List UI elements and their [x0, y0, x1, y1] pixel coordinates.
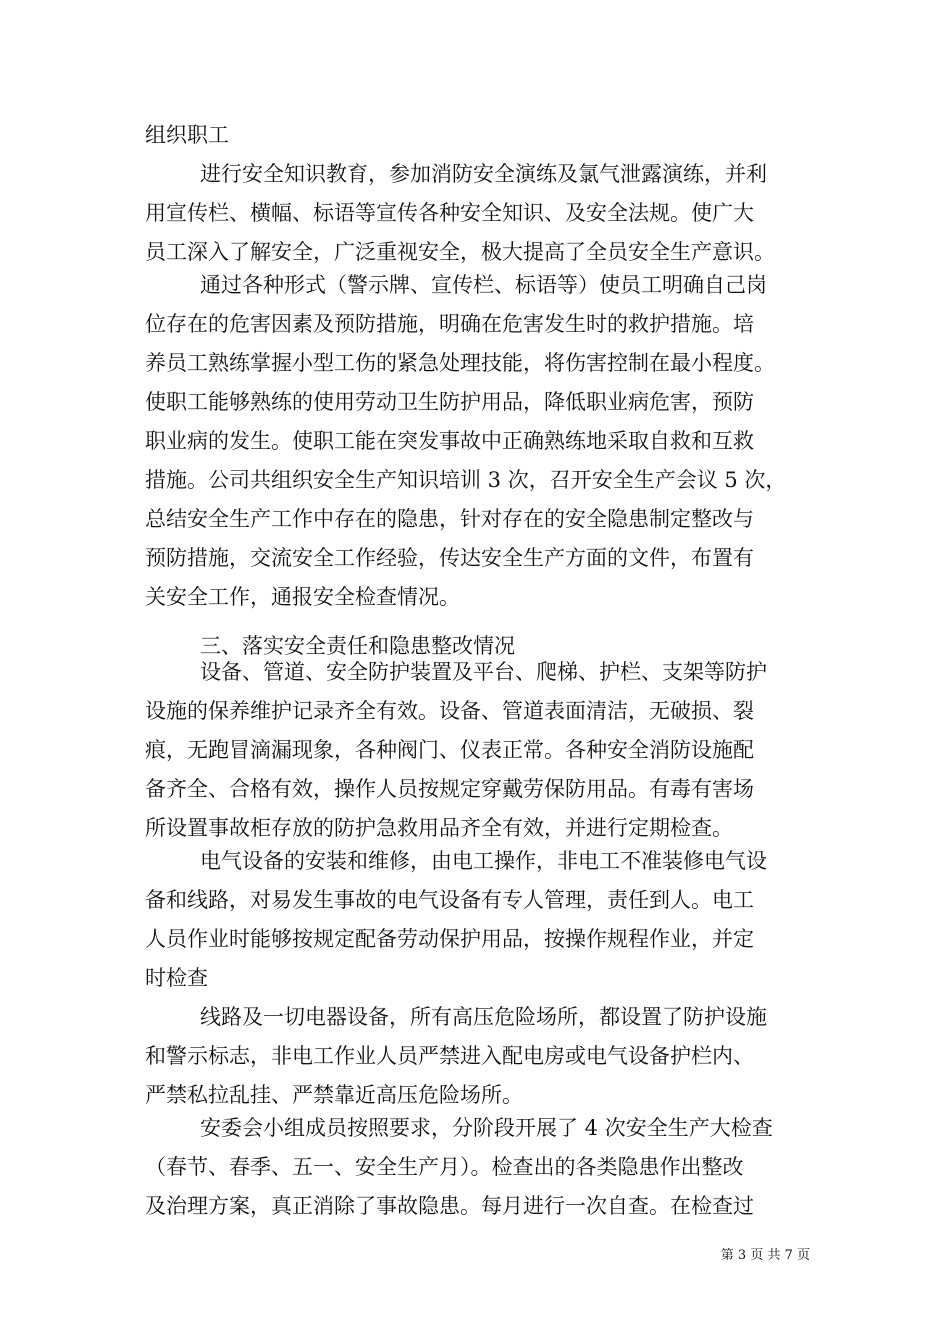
text-line: 预防措施，交流安全工作经验，传达安全生产方面的文件，布置有 [145, 546, 754, 570]
text-line: 时检查 [145, 966, 208, 990]
text-line: 痕，无跑冒滴漏现象，各种阀门、仪表正常。各种安全消防设施配 [145, 738, 754, 762]
text-line: 措施。公司共组织安全生产知识培训 3 次，召开安全生产会议 5 次， [145, 468, 787, 492]
text-line: 职业病的发生。使职工能在突发事故中正确熟练地采取自救和互救 [145, 429, 754, 453]
page-number-footer: 第 3 页 共 7 页 [720, 1248, 810, 1263]
text-line: 使职工能够熟练的使用劳动卫生防护用品，降低职业病危害，预防 [145, 390, 754, 414]
text-line: 设备、管道、安全防护装置及平台、爬梯、护栏、支架等防护 [200, 660, 767, 684]
text-line: 员工深入了解安全，广泛重视安全，极大提高了全员安全生产意识。 [145, 240, 775, 264]
text-line: 位存在的危害因素及预防措施，明确在危害发生时的救护措施。培 [145, 312, 754, 336]
text-line: 进行安全知识教育，参加消防安全演练及氯气泄露演练，并利 [200, 162, 767, 186]
text-line: 总结安全生产工作中存在的隐患，针对存在的安全隐患制定整改与 [145, 507, 754, 531]
text-line: 备齐全、合格有效，操作人员按规定穿戴劳保防用品。有毒有害场 [145, 777, 754, 801]
text-line: 用宣传栏、横幅、标语等宣传各种安全知识、及安全法规。使广大 [145, 201, 754, 225]
text-line: 电气设备的安装和维修，由电工操作，非电工不准装修电气设 [200, 849, 767, 873]
text-line: 所设置事故柜存放的防护急救用品齐全有效，并进行定期检查。 [145, 816, 733, 840]
text-line: 和警示标志，非电工作业人员严禁进入配电房或电气设备护栏内、 [145, 1044, 754, 1068]
text-line: 线路及一切电器设备，所有高压危险场所，都设置了防护设施 [200, 1005, 767, 1029]
text-line: 组织职工 [145, 123, 229, 147]
text-line: 设施的保养维护记录齐全有效。设备、管道表面清洁，无破损、裂 [145, 699, 754, 723]
text-line: 关安全工作，通报安全检查情况。 [145, 585, 460, 609]
text-line: 养员工熟练掌握小型工伤的紧急处理技能，将伤害控制在最小程度。 [145, 351, 775, 375]
text-line: 及治理方案，真正消除了事故隐患。每月进行一次自查。在检查过 [145, 1194, 754, 1218]
text-line: （春节、春季、五一、安全生产月）。检查出的各类隐患作出整改 [145, 1155, 744, 1179]
text-line: 人员作业时能够按规定配备劳动保护用品，按操作规程作业，并定 [145, 927, 754, 951]
text-line: 备和线路，对易发生事故的电气设备有专人管理，责任到人。电工 [145, 888, 754, 912]
text-line: 通过各种形式（警示牌、宣传栏、标语等）使员工明确自己岗 [200, 273, 767, 297]
section-heading: 三、落实安全责任和隐患整改情况 [200, 634, 515, 658]
text-line: 安委会小组成员按照要求，分阶段开展了 4 次安全生产大检查 [200, 1116, 773, 1140]
text-line: 严禁私拉乱挂、严禁靠近高压危险场所。 [145, 1083, 523, 1107]
